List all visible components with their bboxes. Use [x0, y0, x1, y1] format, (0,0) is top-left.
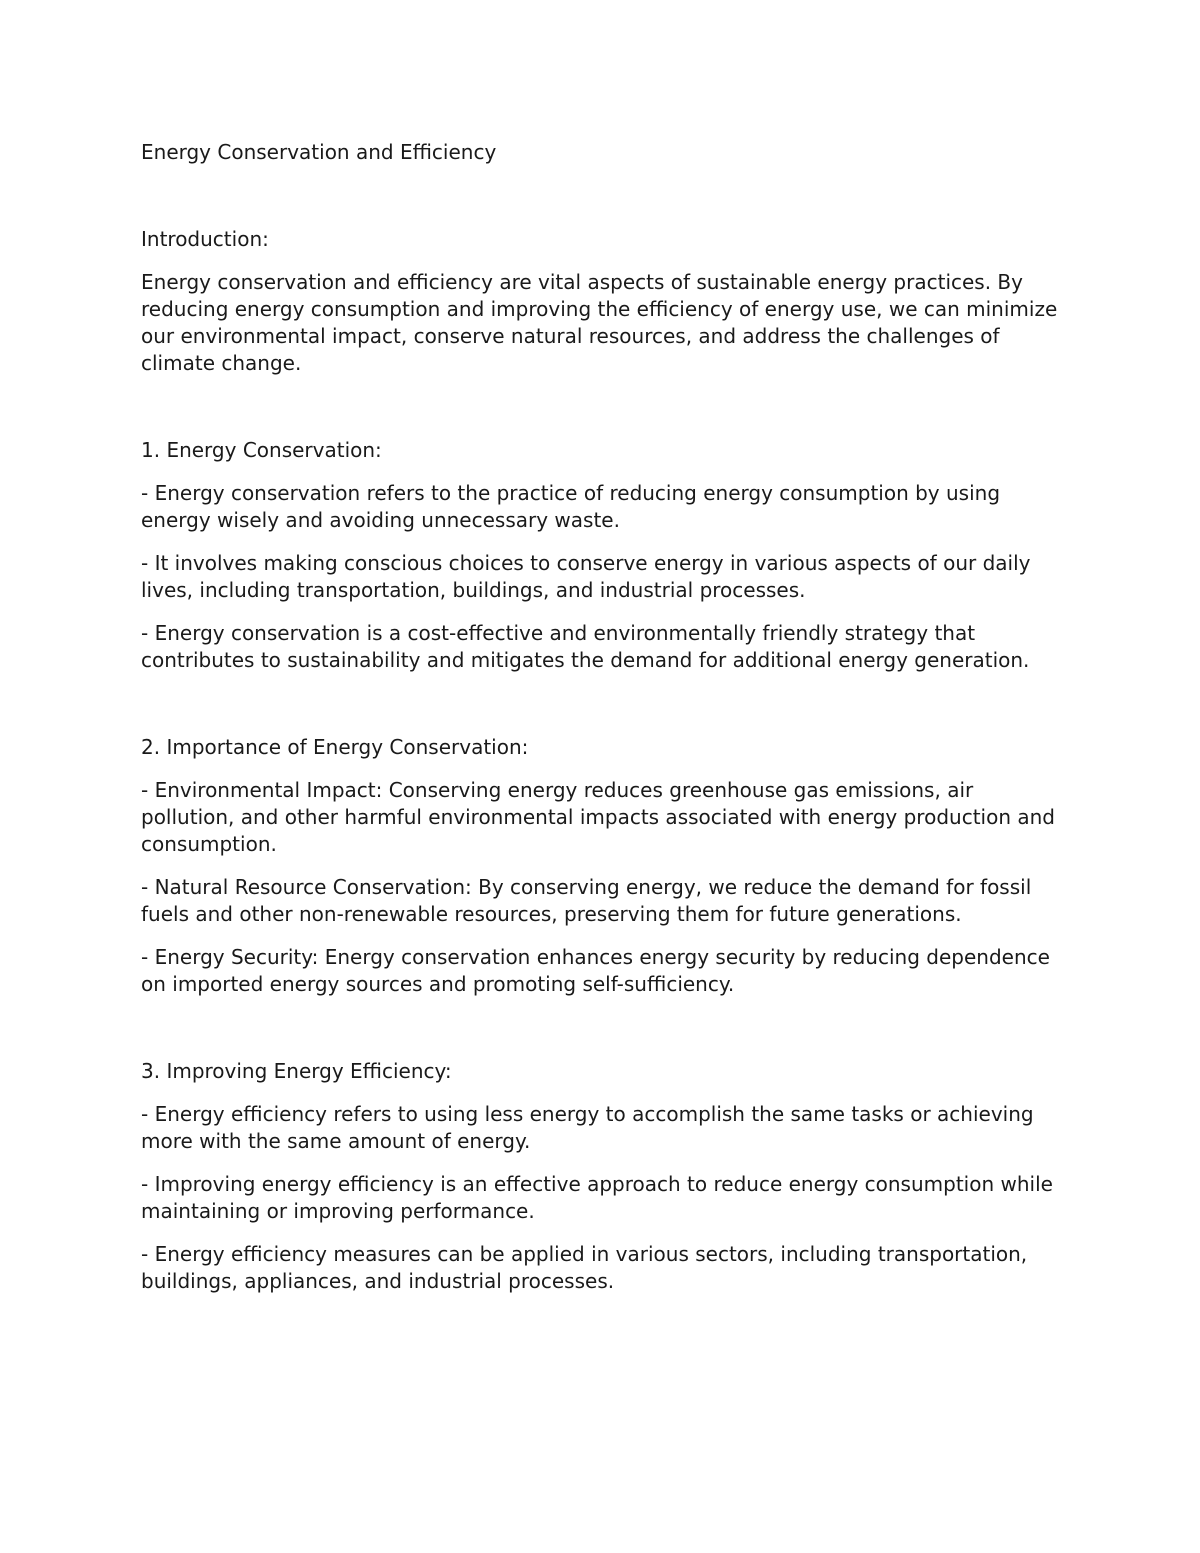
bullet-item: - Environmental Impact: Conserving energy reduces greenhouse gas emissions, air pollution, and other harmful environmental impacts associated with energy production and consumption. [141, 778, 1055, 856]
bullet-item: - Energy conservation is a cost-effective and environmentally friendly strategy that contributes to sustainability and mitigates the demand for additional energy generation. [141, 621, 1030, 672]
bullet-item: - Improving energy efficiency is an effective approach to reduce energy consumption while maintaining or improving performance. [141, 1172, 1053, 1223]
bullet-item: - Energy efficiency refers to using less energy to accomplish the same tasks or achieving more with the same amount of energy. [141, 1102, 1034, 1153]
document-title: Energy Conservation and Efficiency [141, 140, 497, 164]
intro-heading: Introduction: [141, 227, 269, 251]
bullet-item: - Energy efficiency measures can be applied in various sectors, including transportation, buildings, appliances, and industrial processes. [141, 1242, 1028, 1293]
section-heading: 1. Energy Conservation: [141, 438, 382, 462]
bullet-item: - Energy conservation refers to the practice of reducing energy consumption by using energy wisely and avoiding unnecessary waste. [141, 481, 1001, 532]
bullet-item: - Natural Resource Conservation: By conserving energy, we reduce the demand for fossil fuels and other non-renewable resources, preserving them for future generations. [141, 875, 1032, 926]
bullet-item: - Energy Security: Energy conservation enhances energy security by reducing dependence on imported energy sources and promoting self-sufficiency. [141, 945, 1050, 996]
intro-paragraph: Energy conservation and efficiency are vital aspects of sustainable energy practices. By reducing energy consumption and improving the efficiency of energy use, we can minimize our environmental impact, conserve natural resources, and address the challenges of climate change. [141, 270, 1058, 375]
section-energy-conservation [141, 437, 1060, 674]
section-importance-of-energy-conservation [141, 734, 1060, 998]
section-heading: 2. Importance of Energy Conservation: [141, 735, 529, 759]
bullet-item: - It involves making conscious choices to conserve energy in various aspects of our daily lives, including transportation, buildings, and industrial processes. [141, 551, 1031, 602]
section-heading: 3. Improving Energy Efficiency: [141, 1059, 452, 1083]
section-improving-energy-efficiency [141, 1058, 1060, 1295]
